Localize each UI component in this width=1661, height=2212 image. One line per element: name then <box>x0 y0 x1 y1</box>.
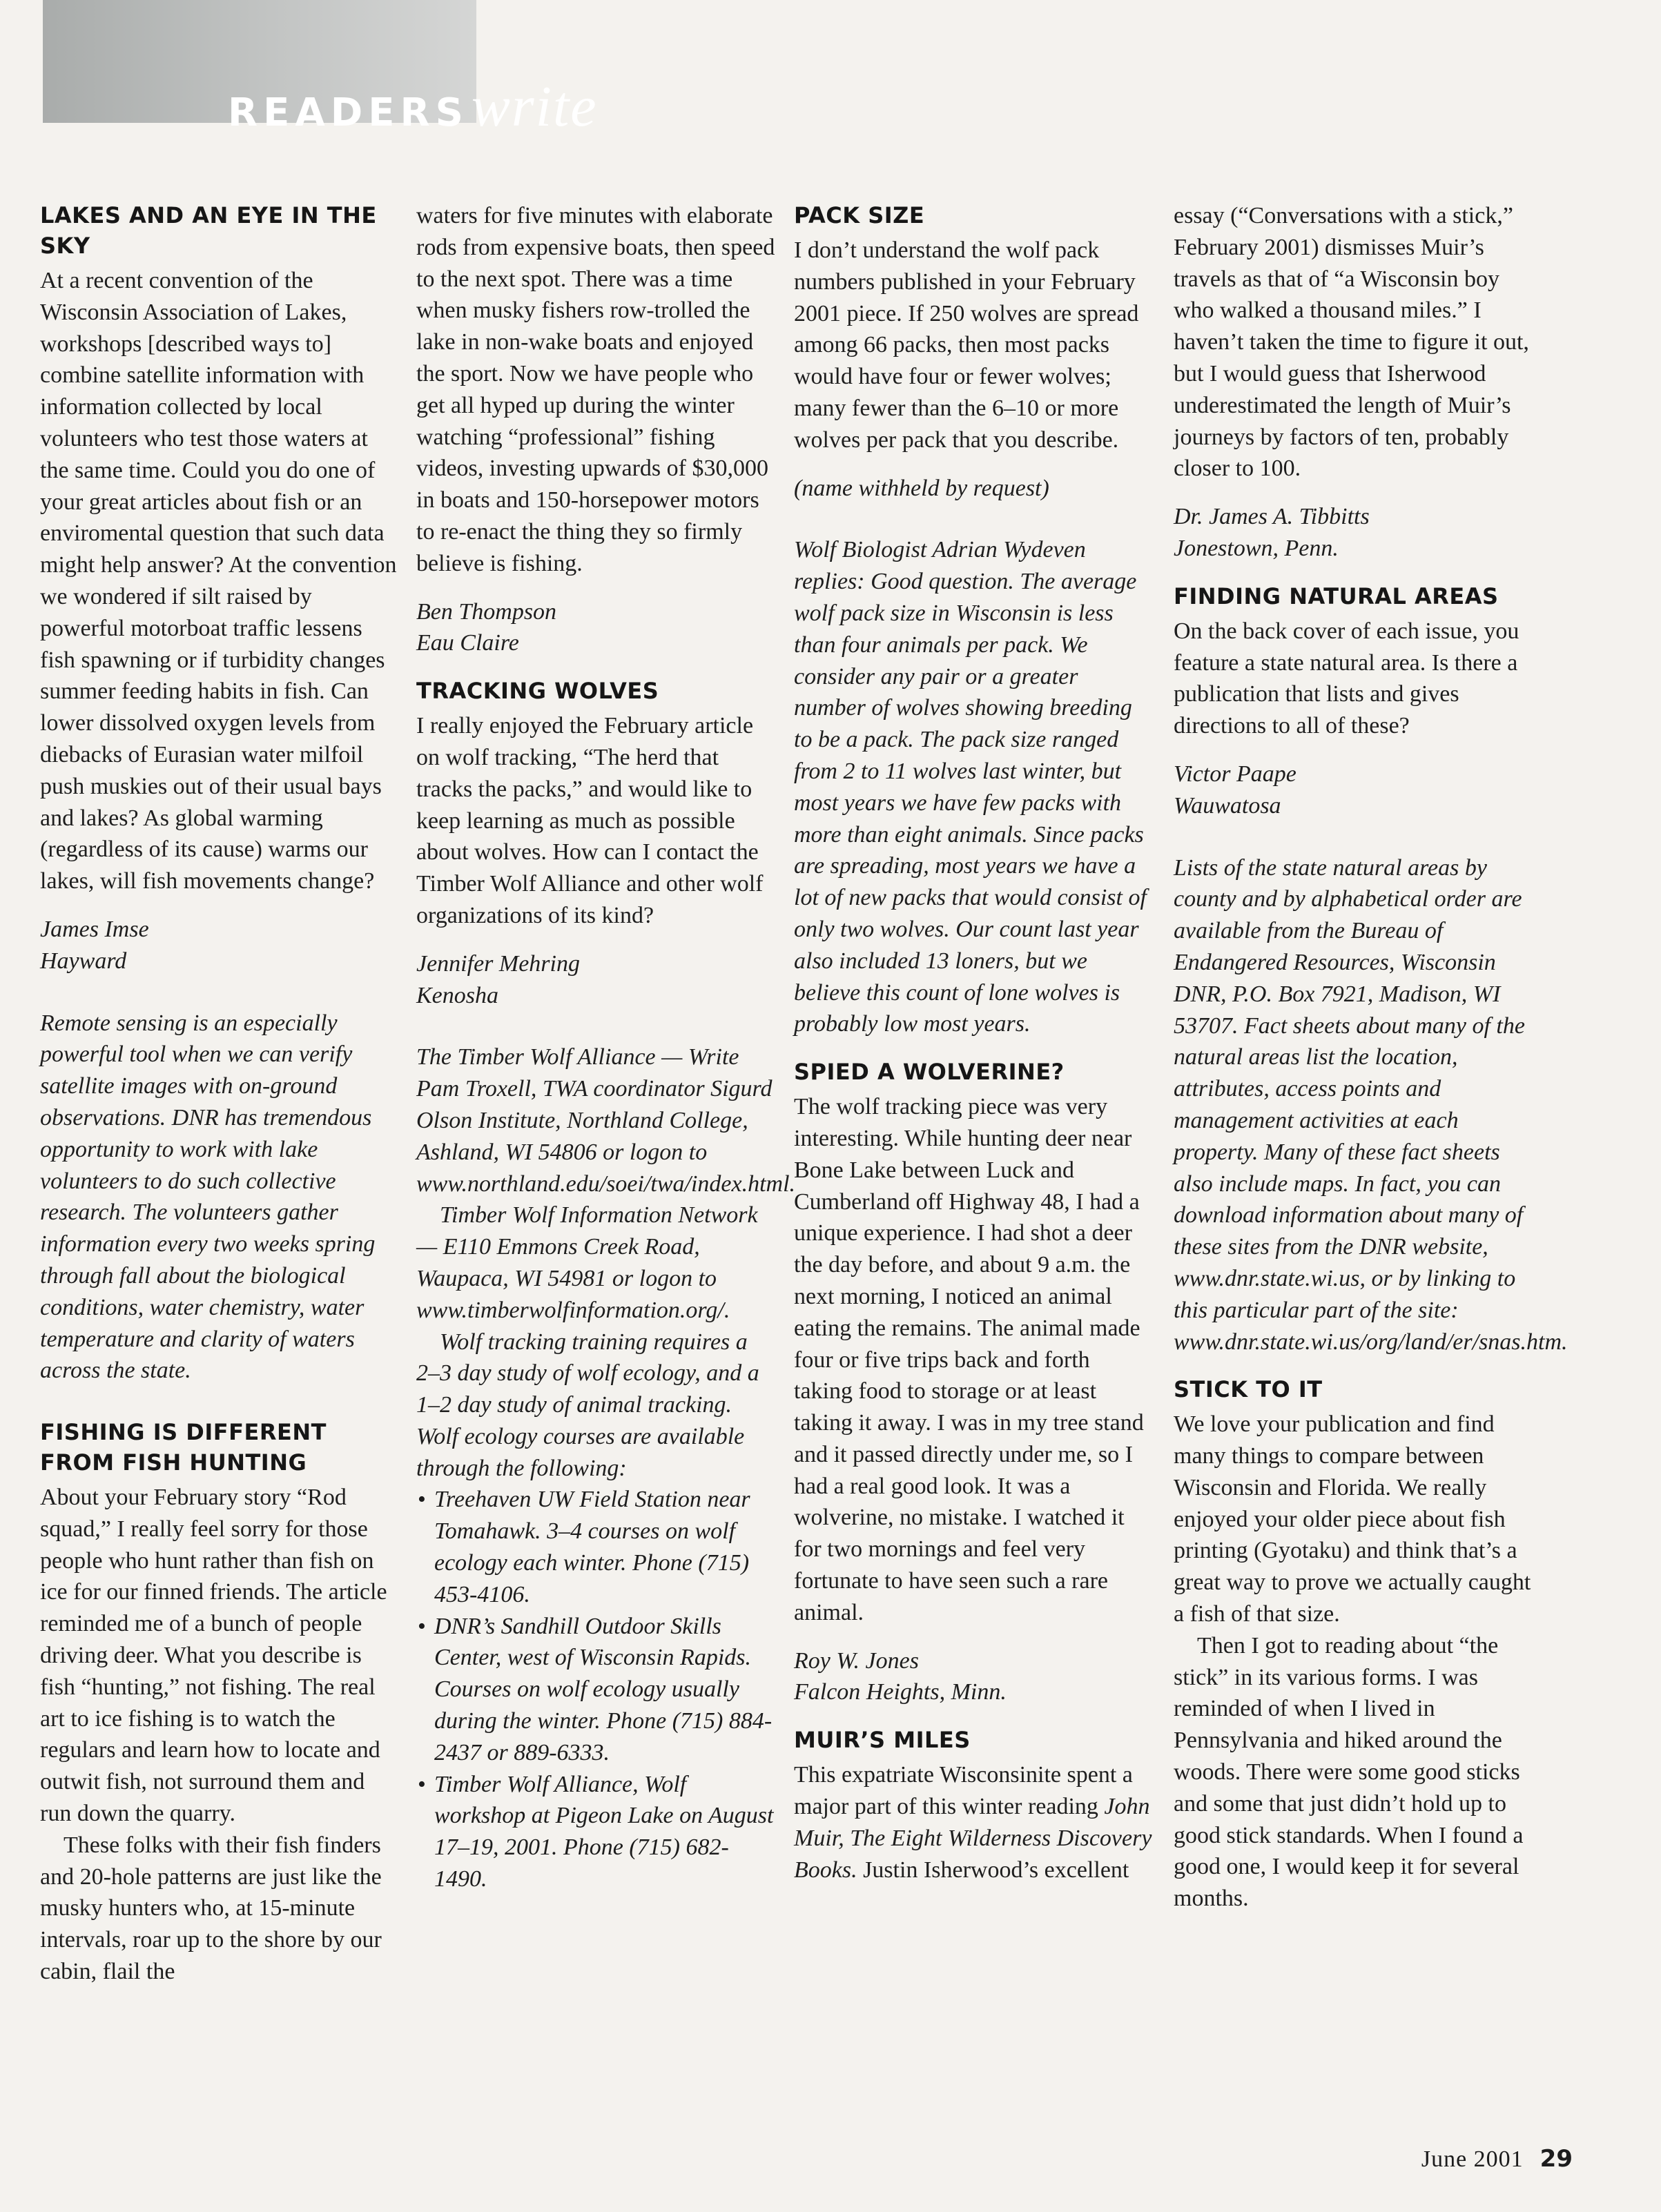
signature-name: Ben Thompson <box>416 598 557 625</box>
letter-body-text: This expatriate Wisconsinite spent a major part of this winter reading <box>794 1762 1133 1820</box>
section-title-readers: READERS <box>228 90 469 135</box>
letter-heading: TRACKING WOLVES <box>416 678 659 705</box>
signature-place: Falcon Heights, Minn. <box>794 1679 1007 1705</box>
list-item: • DNR’s Sandhill Outdoor Skills Center, west of Wisconsin Rapids. Courses on wolf ecology usually during the winter. Phone (715) 884-2437 or 889-6333. <box>416 1611 777 1769</box>
column-4 <box>1174 200 1568 1915</box>
column-1 <box>40 200 400 1988</box>
column-3 <box>794 200 1154 1886</box>
list-item: • Treehaven UW Field Station near Tomahawk. 3–4 courses on wolf ecology each winter. Phone (715) 453-4106. <box>416 1484 777 1610</box>
editor-reply: Wolf Biologist Adrian Wydeven replies: Good question. The average wolf pack size in Wisconsin is less than four animals per pack. We consider any pair or a greater number of wolves showing breeding to be a pack. The pack size ranged from 2 to 11 wolves last winter, but most years we have few packs with more than eight animals. Since packs are spreading, most years we have a lot of new packs that would consist of only two wolves. Our count last year also included 13 loners, but we believe this count of lone wolves is probably low most years. <box>794 537 1147 1037</box>
letter-heading: LAKES AND AN EYE IN THE SKY <box>40 202 377 259</box>
letter-heading: SPIED A WOLVERINE? <box>794 1059 1065 1086</box>
signature-place: Hayward <box>40 948 127 974</box>
letter-body: I don’t understand the wolf pack numbers published in your February 2001 piece. If 250 wolves are spread among 66 packs, then most packs would have four or fewer wolves; many fewer than the 6–10 or more wolves per pack that you describe. <box>794 237 1139 453</box>
letter-heading: MUIR’S MILES <box>794 1727 971 1754</box>
letter-heading: FINDING NATURAL AREAS <box>1174 583 1499 609</box>
letter-body: The wolf tracking piece was very interesting. While hunting deer near Bone Lake between Luck and Cumberland off Highway 48, I had a unique experience. I had shot a deer the day before, and about 9 a.m. the next morning, I noticed an animal eating the remains. The animal made four or five trips back and forth taking food to storage or at least taking it away. I was in my tree stand and it passed directly under me, so I had a real good look. It was a wolverine, no mistake. I watched it for two mornings and feel very fortunate to have seen such a rare animal. <box>794 1094 1144 1625</box>
letter-body: essay (“Conversations with a stick,” February 2001) dismisses Muir’s travels as that of “a Wisconsin boy who walked a thousand miles.” I haven’t taken the time to figure it out, but I would guess that Isherwood underestimated the length of Muir’s journeys by factors of ten, probably closer to 100. <box>1174 203 1529 482</box>
book-title: John Muir, The Eight Wilderness Discovery Books. <box>794 1794 1152 1883</box>
letter-body: waters for five minutes with elaborate rods from expensive boats, then speed to the next spot. There was a time when musky fishers row-trolled the lake in non-wake boats and enjoyed the sport. Now we have people who get all hyped up during the winter watching “professional” fishing videos, investing upwards of $30,000 in boats and 150-horsepower motors to re-enact the thing they so firmly believe is fishing. <box>416 203 775 576</box>
course-list <box>416 1484 777 1895</box>
signature-name: Victor Paape <box>1174 761 1296 787</box>
letter-body: I really enjoyed the February article on wolf tracking, “The herd that tracks the packs,” and would like to keep learning as much as possible about wolves. How can I contact the Timber Wolf Alliance and other wolf organizations of its kind? <box>416 713 764 928</box>
editor-reply: Wolf tracking training requires a 2–3 day study of wolf ecology, and a 1–2 day study of animal tracking. Wolf ecology courses are available through the following: <box>416 1329 759 1481</box>
column-2 <box>416 200 796 1895</box>
letter-body-text: Justin Isherwood’s excellent <box>857 1857 1129 1883</box>
signature-place: Wauwatosa <box>1174 792 1281 819</box>
signature-name: Roy W. Jones <box>794 1647 919 1674</box>
signature-place: Kenosha <box>416 982 498 1008</box>
letter-heading: FISHING IS DIFFERENT FROM FISH HUNTING <box>40 1419 327 1476</box>
signature-place: Eau Claire <box>416 630 519 656</box>
letter-heading: PACK SIZE <box>794 202 925 228</box>
list-item: • Timber Wolf Alliance, Wolf workshop at Pigeon Lake on August 17–19, 2001. Phone (715) 682-1490. <box>416 1769 777 1895</box>
letter-body: On the back cover of each issue, you feature a state natural area. Is there a publication that lists and gives directions to all of these? <box>1174 618 1519 739</box>
editor-reply: Timber Wolf Information Network — E110 Emmons Creek Road, Waupaca, WI 54981 or logon to www.timberwolfinformation.org/. <box>416 1202 758 1323</box>
letter-body: About your February story “Rod squad,” I really feel sorry for those people who hunt rather than fish on ice for our finned friends. The article reminded me of a bunch of people driving deer. What you describe is fish “hunting,” not fishing. The real art to ice fishing is to watch the regulars and learn how to locate and outwit fish, not surround them and run down the quarry. <box>40 1485 387 1827</box>
editor-reply: The Timber Wolf Alliance — Write Pam Troxell, TWA coordinator Sigurd Olson Institute, Northland College, Ashland, WI 54806 or logon to www.northland.edu/soei/twa/index.html. <box>416 1044 796 1197</box>
signature-name: (name withheld by request) <box>794 475 1049 501</box>
page-footer <box>1421 2145 1573 2173</box>
issue-date: June 2001 <box>1421 2146 1524 2172</box>
section-title-write: write <box>471 75 598 139</box>
signature-name: Dr. James A. Tibbitts <box>1174 504 1370 530</box>
letter-body <box>794 1759 1154 1886</box>
editor-reply: Lists of the state natural areas by county and by alphabetical order are available from the Bureau of Endangered Resources, Wisconsin DNR, P.O. Box 7921, Madison, WI 53707. Fact sheets about many of the natural areas list the location, attributes, access points and management activities at each property. Many of these fact sheets also include maps. In fact, you can download information about many of these sites from the DNR website, www.dnr.state.wi.us, or by linking to this particular part of the site: www.dnr.state.wi.us/org/land/er/snas.htm. <box>1174 854 1568 1355</box>
signature-name: James Imse <box>40 916 149 942</box>
section-title <box>228 73 598 139</box>
letter-heading: STICK TO IT <box>1174 1376 1323 1403</box>
letter-body: We love your publication and find many things to compare between Wisconsin and Florida. We really enjoyed your older piece about fish printing (Gyotaku) and think that’s a great way to prove we actually caught a fish of that size. <box>1174 1411 1531 1627</box>
page-number: 29 <box>1539 2145 1573 2173</box>
signature-place: Jonestown, Penn. <box>1174 535 1339 561</box>
letter-body: Then I got to reading about “the stick” in its various forms. I was reminded of when I lived in Pennsylvania and hiked around the woods. There were some good sticks and some that just didn’t hold up to good stick standards. When I found a good one, I would keep it for several months. <box>1174 1632 1524 1912</box>
editor-reply: Remote sensing is an especially powerful tool when we can verify satellite images with on-ground observations. DNR has tremendous opportunity to work with lake volunteers to do such collective research. The volunteers gather information every two weeks spring through fall about the biological conditions, water chemistry, water temperature and clarity of waters across the state. <box>40 1010 376 1384</box>
signature-name: Jennifer Mehring <box>416 950 580 977</box>
letter-body: At a recent convention of the Wisconsin Association of Lakes, workshops [described ways to] combine satellite information with information collected by local volunteers who test those waters at the same time. Could you do one of your great articles about fish or an enviromental question that such data might help answer? At the convention we wondered if silt raised by powerful motorboat traffic lessens fish spawning or if turbidity changes summer feeding habits in fish. Can lower dissolved oxygen levels from diebacks of Eurasian water milfoil push muskies out of their usual bays and lakes? As global warming (regardless of its cause) warms our lakes, will fish movements change? <box>40 268 397 894</box>
letter-body: These folks with their fish finders and 20-hole patterns are just like the musky hunters who, at 15-minute intervals, roar up to the shore by our cabin, flail the <box>40 1832 382 1985</box>
